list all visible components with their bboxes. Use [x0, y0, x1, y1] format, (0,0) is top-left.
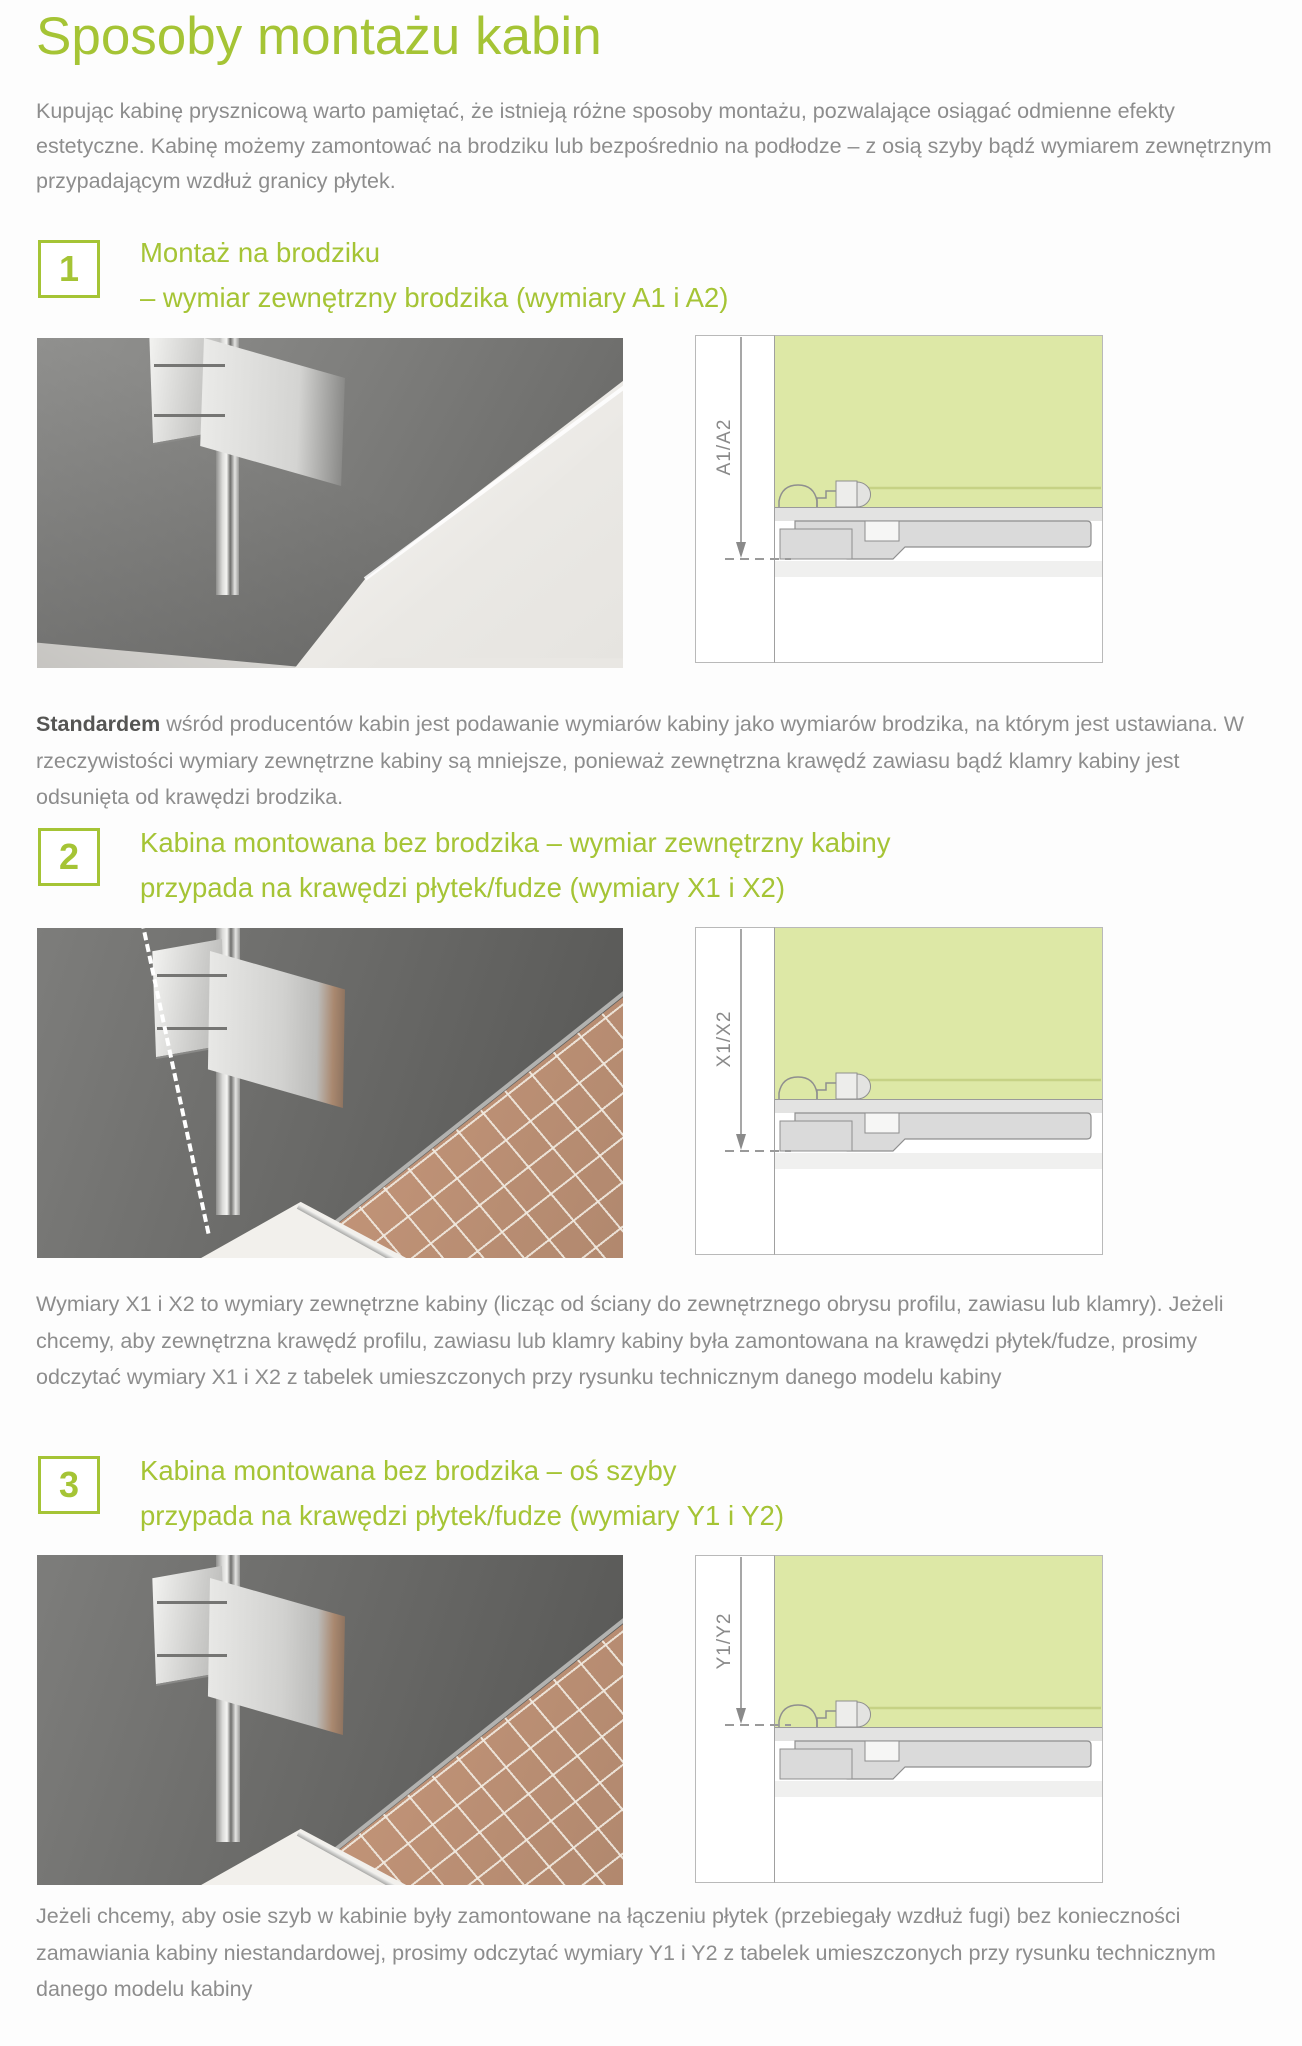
cross-section-drawing — [695, 927, 1103, 1255]
dimension-label: Y1/Y2 — [714, 1612, 736, 1670]
heading-line-1: Kabina montowana bez brodzika – wymiar zewnętrzny kabiny — [140, 827, 891, 858]
shadow-band — [775, 561, 1102, 577]
hinge-pin — [157, 974, 227, 977]
glass-zone — [775, 928, 1102, 1099]
intro-paragraph: Kupując kabinę prysznicową warto pamiętać, że istnieją różne sposoby montażu, pozwalające osiągać odmienne efekty estetyczne. Kabinę możemy zamontować na brodziku lub bezpośrednio na podłodze – z osią szyby bądź wymiarem zewnętrznym przypadającym wzdłuż granicy płytek. — [36, 99, 1272, 193]
floor-top-band — [775, 1099, 1102, 1113]
glass-clamp — [836, 1701, 857, 1727]
glass-zone — [775, 336, 1102, 507]
page-title: Sposoby montażu kabin — [36, 7, 602, 66]
heading-line-2: przypada na krawędzi płytek/fudze (wymiary Y1 i Y2) — [140, 1500, 784, 1531]
dimension-label: X1/X2 — [714, 1010, 736, 1068]
glass-clamp — [836, 1073, 857, 1099]
photo-montaz-na-brodziku — [37, 338, 623, 668]
profile-notch — [865, 1741, 899, 1761]
diagram-wymiar-x1-x2 — [695, 927, 1103, 1255]
shadow-band — [775, 1781, 1102, 1797]
tray-top-band — [775, 507, 1102, 521]
photo-kabina-bez-brodzika-y — [37, 1555, 623, 1885]
note-text: wśród producentów kabin jest podawanie wymiarów kabiny jako wymiarów brodzika, na którym jest ustawiana. W rzeczywistości wymiary zewnętrzne kabiny są mniejsze, ponieważ zewnętrzna krawędź zawiasu bądź klamry kabiny jest odsunięta od krawędzi brodzika. — [36, 712, 1245, 809]
hinge-pin — [157, 1654, 227, 1657]
floor-top-band — [775, 1727, 1102, 1741]
bathroom-floor — [37, 632, 312, 668]
hinge-pin — [154, 414, 224, 417]
hinge-pin — [157, 1601, 227, 1604]
section-2-note — [36, 1286, 1276, 1396]
glass-zone — [775, 1556, 1102, 1727]
front-block — [780, 1121, 852, 1151]
profile-notch — [865, 521, 899, 541]
front-block — [780, 1749, 852, 1779]
profile-notch — [865, 1113, 899, 1133]
section-1-number-badge — [38, 240, 100, 298]
photo-kabina-bez-brodzika-x — [37, 928, 623, 1258]
dimension-label: A1/A2 — [714, 418, 736, 476]
section-3-heading — [140, 1448, 784, 1538]
hinge-pin — [154, 364, 224, 367]
section-1-heading — [140, 230, 728, 320]
glass-clamp — [836, 481, 857, 507]
heading-line-1: Montaż na brodziku — [140, 237, 380, 268]
shadow-band — [775, 1153, 1102, 1169]
section-3-note — [36, 1898, 1276, 2008]
cross-section-drawing — [695, 1555, 1103, 1883]
heading-line-2: – wymiar zewnętrzny brodzika (wymiary A1 i A2) — [140, 282, 729, 313]
section-number: 3 — [58, 1464, 80, 1505]
section-1-note — [36, 706, 1276, 816]
note-bold-lead: Standardem — [36, 712, 161, 736]
note-text: Jeżeli chcemy, aby osie szyb w kabinie były zamontowane na łączeniu płytek (przebiegały wzdłuż fugi) bez konieczności zamawiania kabiny niestandardowej, prosimy odczytać wymiary Y1 i Y2 z tabelek umieszczonych przy rysunku technicznym danego modelu kabiny — [36, 1904, 1216, 2001]
section-2-heading — [140, 820, 891, 910]
diagram-wymiar-a1-a2 — [695, 335, 1103, 663]
cross-section-drawing — [695, 335, 1103, 663]
section-3-number-badge — [38, 1456, 100, 1514]
note-text: Wymiary X1 i X2 to wymiary zewnętrzne kabiny (licząc od ściany do zewnętrznego obrysu profilu, zawiasu lub klamry). Jeżeli chcemy, aby zewnętrzna krawędź profilu, zawiasu lub klamry kabiny była zamontowana na krawędzi płytek/fudze, prosimy odczytać wymiary X1 i X2 z tabelek umieszczonych przy rysunku technicznym danego modelu kabiny — [36, 1292, 1224, 1389]
section-number: 1 — [58, 248, 80, 289]
heading-line-2: przypada na krawędzi płytek/fudze (wymiary X1 i X2) — [140, 872, 785, 903]
diagram-wymiar-y1-y2 — [695, 1555, 1103, 1883]
tray-front-block — [780, 529, 852, 559]
section-number: 2 — [58, 836, 80, 877]
heading-line-1: Kabina montowana bez brodzika – oś szyby — [140, 1455, 677, 1486]
section-2-number-badge — [38, 828, 100, 886]
hinge-pin — [157, 1027, 227, 1030]
